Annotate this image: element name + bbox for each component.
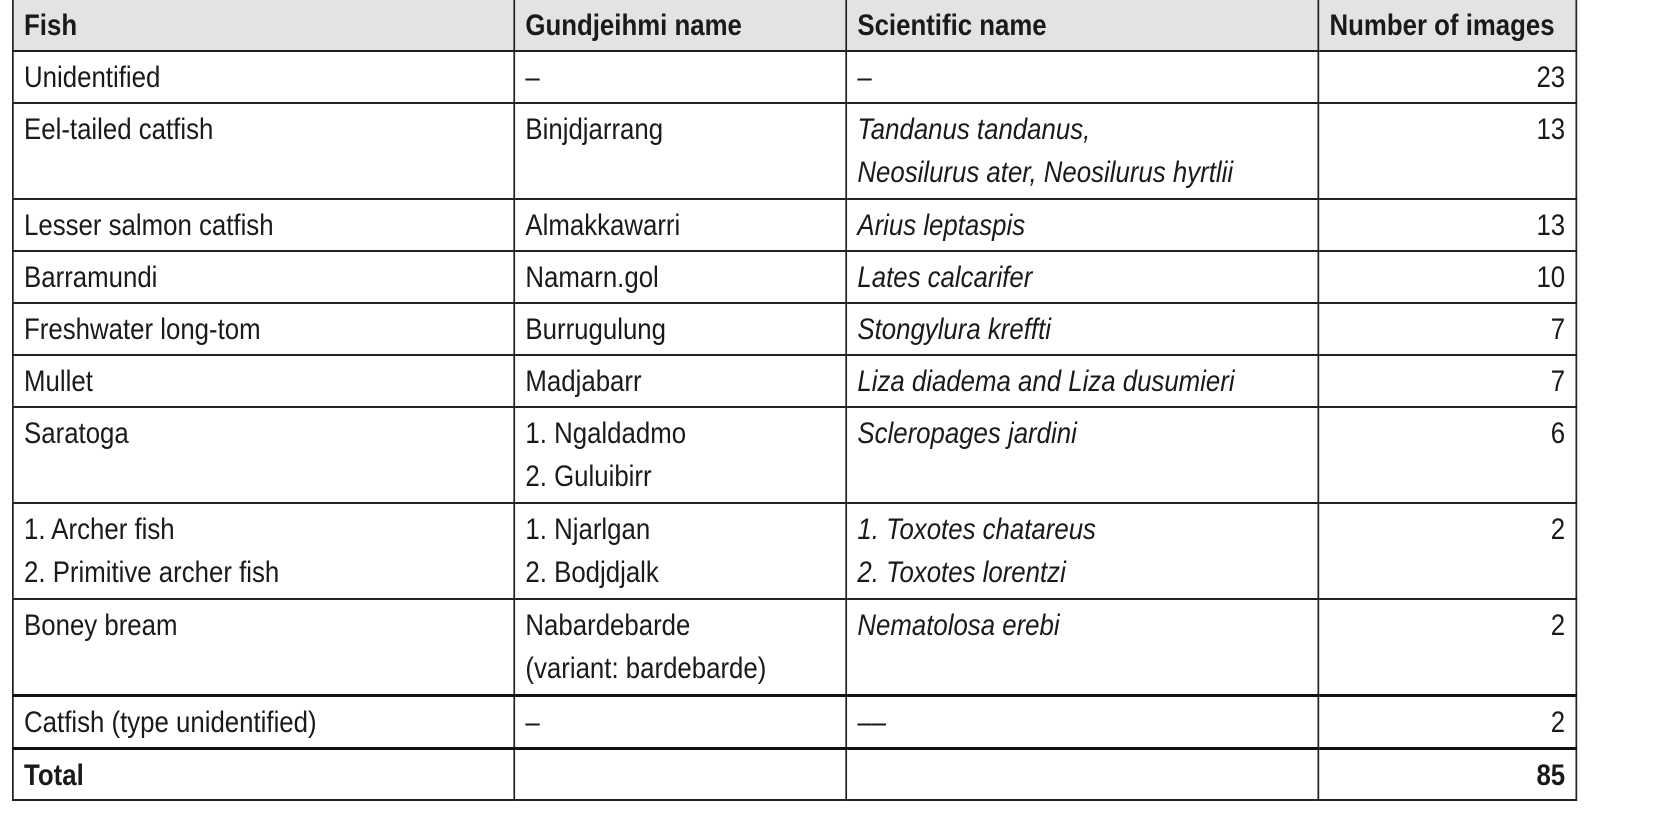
table-row <box>13 696 1576 749</box>
cell-fish <box>13 199 514 251</box>
table-row <box>13 303 1576 355</box>
cell-line: Barramundi <box>24 261 158 294</box>
cell-gundjeihmi <box>514 599 846 696</box>
cell-count: 23 <box>1318 51 1576 103</box>
cell-line: Catfish (type unidentified) <box>24 706 317 739</box>
cell-line: Burrugulung <box>525 313 666 346</box>
total-empty-cell <box>514 749 846 801</box>
cell-scientific <box>846 599 1318 696</box>
cell-scientific <box>846 503 1318 599</box>
cell-line: Boney bream <box>24 609 178 642</box>
cell-line: (variant: bardebarde) <box>525 652 767 685</box>
cell-fish <box>13 251 514 303</box>
cell-line: Binjdjarrang <box>525 113 664 146</box>
cell-line: Mullet <box>24 365 93 398</box>
cell-line: Nematolosa erebi <box>857 609 1060 642</box>
cell-fish <box>13 407 514 503</box>
cell-line: 1. Toxotes chatareus <box>857 513 1096 546</box>
cell-count: 7 <box>1318 355 1576 407</box>
table-row <box>13 51 1576 103</box>
cell-line: Scleropages jardini <box>857 417 1077 450</box>
cell-scientific <box>846 355 1318 407</box>
cell-fish <box>13 51 514 103</box>
cell-line: Unidentified <box>24 61 161 94</box>
cell-line: Eel-tailed catfish <box>24 113 214 146</box>
cell-fish <box>13 696 514 749</box>
total-label: Total <box>13 749 514 801</box>
cell-fish <box>13 103 514 199</box>
total-count: 85 <box>1318 749 1576 801</box>
cell-line: Saratoga <box>24 417 129 450</box>
cell-line: – <box>857 61 872 94</box>
total-row <box>13 749 1576 801</box>
cell-scientific <box>846 103 1318 199</box>
table-row <box>13 199 1576 251</box>
cell-gundjeihmi <box>514 251 846 303</box>
cell-count: 2 <box>1318 599 1576 696</box>
header-gundjeihmi-name: Gundjeihmi name <box>514 0 846 51</box>
cell-line: 1. Ngaldadmo <box>525 417 687 450</box>
cell-line: Tandanus tandanus, <box>857 113 1091 146</box>
cell-line: 2. Toxotes lorentzi <box>857 556 1066 589</box>
cell-fish <box>13 503 514 599</box>
cell-count: 13 <box>1318 103 1576 199</box>
cell-count: 2 <box>1318 503 1576 599</box>
cell-gundjeihmi <box>514 103 846 199</box>
cell-gundjeihmi <box>514 503 846 599</box>
cell-scientific <box>846 199 1318 251</box>
cell-count: 13 <box>1318 199 1576 251</box>
table-row <box>13 103 1576 199</box>
cell-scientific <box>846 407 1318 503</box>
cell-line: 2. Guluibirr <box>525 460 652 493</box>
cell-line: Lesser salmon catfish <box>24 209 274 242</box>
table-row <box>13 251 1576 303</box>
cell-line: 2. Bodjdjalk <box>525 556 659 589</box>
cell-scientific <box>846 696 1318 749</box>
header-fish: Fish <box>13 0 514 51</box>
cell-line: Arius leptaspis <box>857 209 1026 242</box>
cell-gundjeihmi <box>514 199 846 251</box>
cell-gundjeihmi <box>514 355 846 407</box>
cell-line: Freshwater long-tom <box>24 313 261 346</box>
cell-line: Neosilurus ater, Neosilurus hyrtlii <box>857 156 1234 189</box>
cell-gundjeihmi <box>514 407 846 503</box>
cell-line: Madjabarr <box>525 365 642 398</box>
cell-scientific <box>846 51 1318 103</box>
header-row <box>13 0 1576 51</box>
cell-count: 10 <box>1318 251 1576 303</box>
cell-gundjeihmi <box>514 51 846 103</box>
cell-count: 7 <box>1318 303 1576 355</box>
cell-fish <box>13 599 514 696</box>
header-scientific-name: Scientific name <box>846 0 1318 51</box>
table-row <box>13 599 1576 696</box>
cell-gundjeihmi <box>514 303 846 355</box>
fish-images-table <box>12 0 1577 801</box>
cell-count: 2 <box>1318 696 1576 749</box>
cell-line: 2. Primitive archer fish <box>24 556 280 589</box>
cell-scientific <box>846 303 1318 355</box>
cell-line: – <box>525 61 540 94</box>
cell-gundjeihmi <box>514 696 846 749</box>
cell-line: 1. Njarlgan <box>525 513 651 546</box>
cell-line: 1. Archer fish <box>24 513 175 546</box>
cell-count: 6 <box>1318 407 1576 503</box>
table-row <box>13 407 1576 503</box>
cell-fish <box>13 355 514 407</box>
cell-line: Nabardebarde <box>525 609 691 642</box>
cell-line: – <box>525 706 540 739</box>
total-empty-cell <box>846 749 1318 801</box>
fish-table-container <box>12 0 1680 801</box>
table-row <box>13 503 1576 599</box>
cell-fish <box>13 303 514 355</box>
cell-line: –– <box>857 706 887 739</box>
cell-line: Stongylura kreffti <box>857 313 1051 346</box>
header-number-of-images: Number of images <box>1318 0 1576 51</box>
cell-line: Almakkawarri <box>525 209 681 242</box>
cell-scientific <box>846 251 1318 303</box>
cell-line: Namarn.gol <box>525 261 659 294</box>
cell-line: Lates calcarifer <box>857 261 1033 294</box>
cell-line: Liza diadema and Liza dusumieri <box>857 365 1235 398</box>
table-row <box>13 355 1576 407</box>
